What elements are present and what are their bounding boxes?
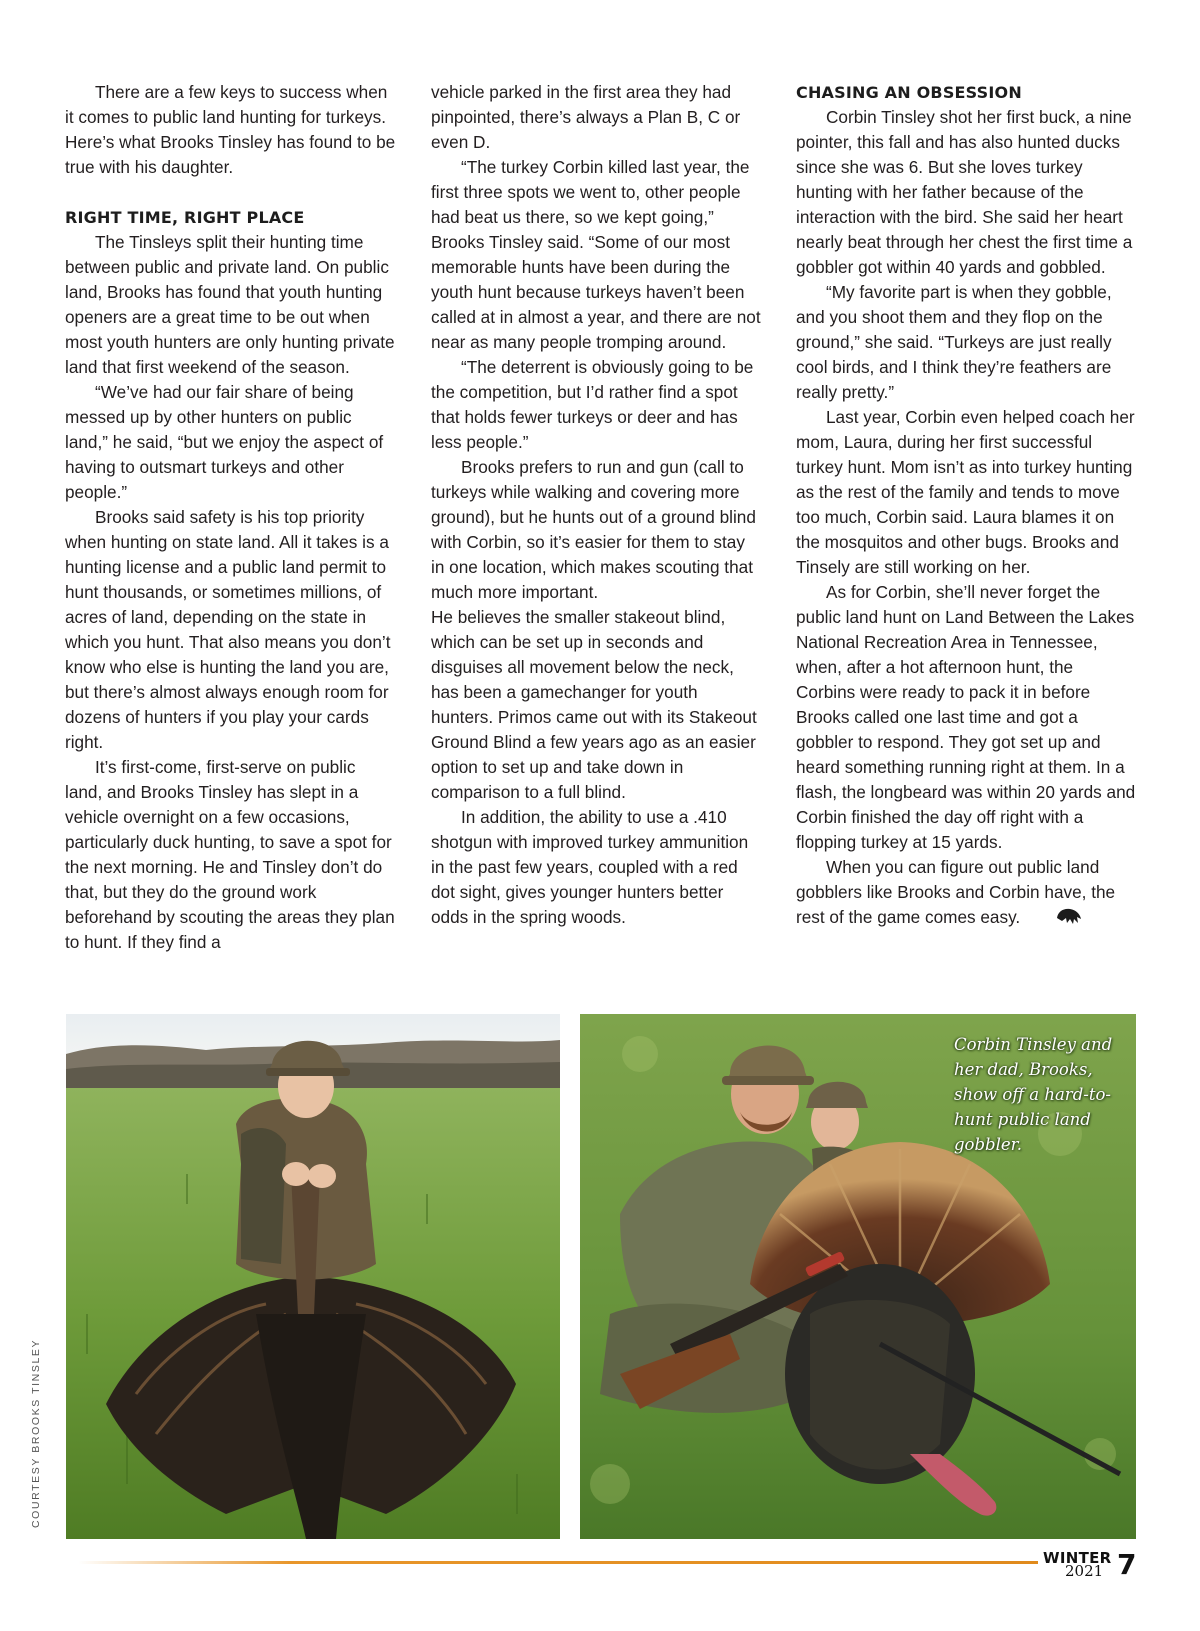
footer-rule xyxy=(78,1561,1038,1564)
paragraph: “My favorite part is when they gobble, and you shoot them and they flop on the ground,” she said. “Turkeys are just really cool birds, and I think they’re feathers are really pretty.” xyxy=(796,282,1112,402)
paragraph: It’s first-come, first-serve on public land, and Brooks Tinsley has slept in a vehicle overnight on a few occasions, particularly duck hunting, to save a spot for the next morning. He and Tinsley don’t do that, but they do the ground work beforehand by scouting the areas they plan to hunt. If they find a xyxy=(65,757,395,952)
issue-year: 2021 xyxy=(1065,1562,1104,1580)
paragraph: Brooks prefers to run and gun (call to turkeys while walking and covering more ground), but he hunts out of a ground blind with Corbin, so it’s easier for them to stay in one location, which makes scouting that much more important. xyxy=(431,457,756,602)
paragraph: “The deterrent is obviously going to be the competition, but I’d rather find a spot that holds fewer turkeys or deer and has less people.” xyxy=(431,357,754,452)
paragraph: In addition, the ability to use a .410 shotgun with improved turkey ammunition in the past few years, coupled with a red dot sight, gives younger hunters better odds in the spring woods. xyxy=(431,807,749,927)
article-column-2 xyxy=(431,80,763,930)
paragraph: Brooks said safety is his top priority when hunting on state land. All it takes is a hunting license and a public land permit to hunt thousands, or sometimes millions, of acres of land, depending on the state in which you hunt. That also means you don’t know who else is hunting the land you are, but there’s almost always enough room for dozens of hunters if you play your cards right. xyxy=(65,507,391,752)
article-column-3 xyxy=(796,80,1136,933)
article-column-1 xyxy=(65,80,397,955)
closing-paragraph xyxy=(796,855,1136,933)
closing-text: When you can figure out public land gobblers like Brooks and Corbin have, the rest of the game comes easy. xyxy=(796,857,1116,927)
issue-season: WINTER xyxy=(1043,1549,1112,1567)
section-heading-right-time: RIGHT TIME, RIGHT PLACE xyxy=(65,208,305,227)
photo-caption: Corbin Tinsley and her dad, Brooks, show off a hard-to-hunt public land gobbler. xyxy=(954,1035,1113,1154)
paragraph: “The turkey Corbin killed last year, the first three spots we went to, other people had beat us there, so we kept going,” Brooks Tinsley said. “Some of our most memorable hunts have been during the youth hunt because turkeys haven’t been called at in almost a year, and there are not near as many people tromping around. xyxy=(431,157,761,352)
photo-credit: COURTESY BROOKS TINSLEY xyxy=(30,1338,42,1528)
section-heading-chasing-obsession: CHASING AN OBSESSION xyxy=(796,83,1022,102)
page-number: 7 xyxy=(1117,1548,1137,1581)
photo-girl-with-turkey xyxy=(66,1014,560,1539)
paragraph: The Tinsleys split their hunting time between public and private land. On public land, Brooks has found that youth hunting openers are a great time to be out when most youth hunters are only hunting private land that first weekend of the season. xyxy=(65,232,395,377)
intro-paragraph: There are a few keys to success when it comes to public land hunting for turkeys. Here’s what Brooks Tinsley has found to be true with his daughter. xyxy=(65,82,396,177)
paragraph-continued: vehicle parked in the first area they had pinpointed, there’s always a Plan B, C or even D. xyxy=(431,82,741,152)
paragraph: “We’ve had our fair share of being messed up by other hunters on public land,” he said, “but we enjoy the aspect of having to outsmart turkeys and other people.” xyxy=(65,382,384,502)
end-mark-icon xyxy=(1024,906,1084,933)
paragraph: Last year, Corbin even helped coach her mom, Laura, during her first successful turkey hunt. Mom isn’t as into turkey hunting as the rest of the family and tends to move too much, Corbin said. Laura blames it on the mosquitos and other bugs. Brooks and Tinsely are still working on her. xyxy=(796,407,1135,577)
paragraph: As for Corbin, she’ll never forget the public land hunt on Land Between the Lakes National Recreation Area in Tennessee, when, after a hot afternoon hunt, the Corbins were ready to pack it in before Brooks called one last time and got a gobbler to respond. They got set up and heard something running right at them. In a flash, the longbeard was within 20 yards and Corbin finished the day off right with a flopping turkey at 15 yards. xyxy=(796,582,1136,852)
paragraph: He believes the smaller stakeout blind, which can be set up in seconds and disguises all movement below the neck, has been a gamechanger for youth hunters. Primos came out with its Stakeout Ground Blind a few years ago as an easier option to set up and take down in comparison to a full blind. xyxy=(431,607,757,802)
issue-label xyxy=(1043,1549,1112,1580)
paragraph: Corbin Tinsley shot her first buck, a nine pointer, this fall and has also hunted ducks since she was 6. But she loves turkey hunting with her father because of the interaction with the bird. She said her heart nearly beat through her chest the first time a gobbler got within 40 yards and gobbled. xyxy=(796,107,1133,277)
